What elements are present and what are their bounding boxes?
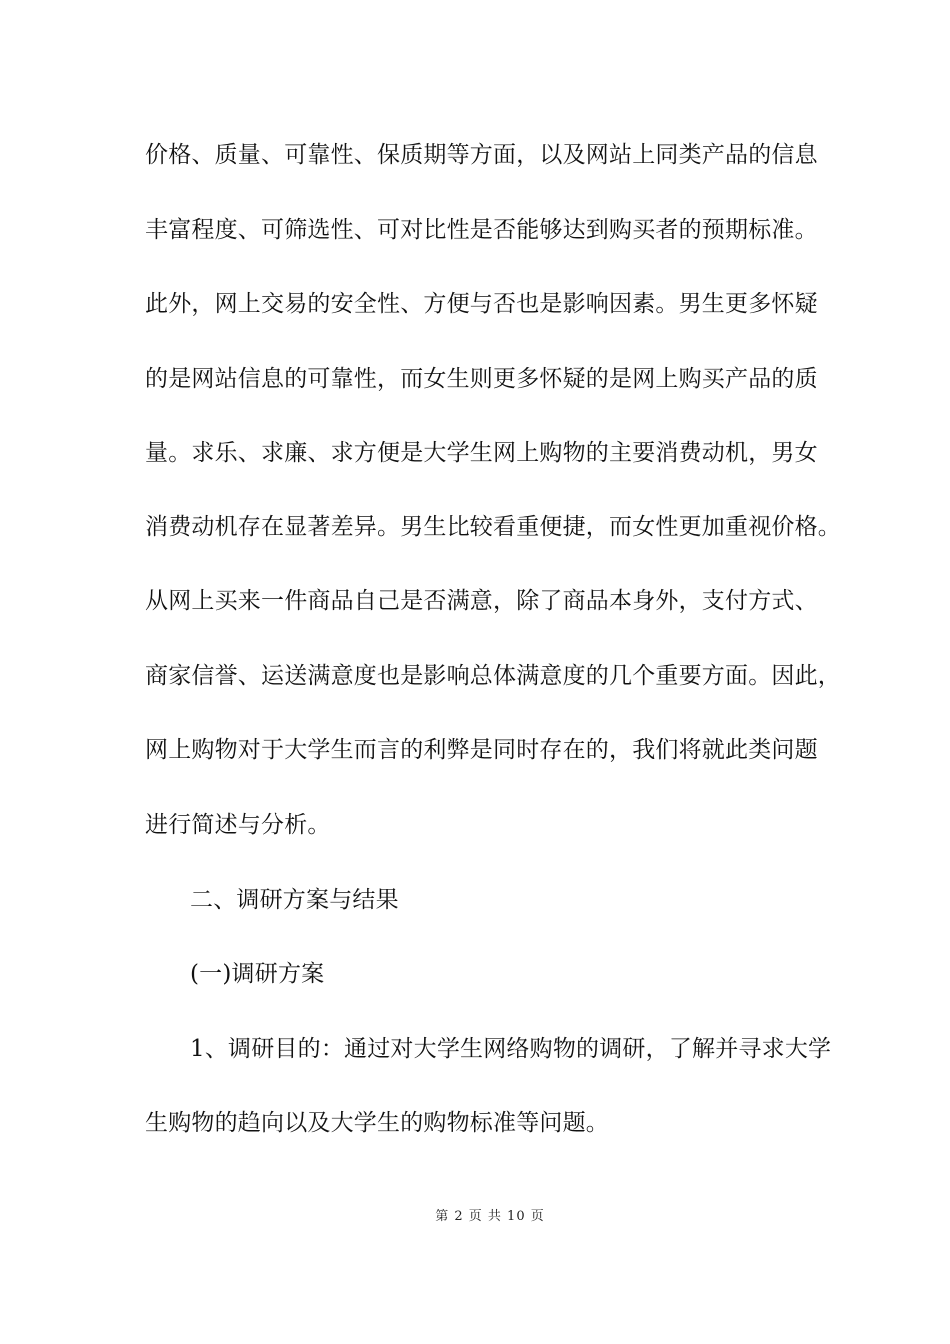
paragraph-line-4: 的是网站信息的可靠性，而女生则更多怀疑的是网上购买产品的质 <box>145 366 818 392</box>
paragraph-line-2: 丰富程度、可筛选性、可对比性是否能够达到购买者的预期标准。 <box>145 217 818 243</box>
item-1-line-1: 1、调研目的：通过对大学生网络购物的调研，了解并寻求大学 <box>190 1036 832 1062</box>
paragraph-line-6: 消费动机存在显著差异。男生比较看重便捷，而女性更加重视价格。 <box>145 514 841 540</box>
paragraph-line-5: 量。求乐、求廉、求方便是大学生网上购物的主要消费动机，男女 <box>145 440 818 466</box>
paragraph-line-10: 进行简述与分析。 <box>145 812 331 838</box>
paragraph-line-8: 商家信誉、运送满意度也是影响总体满意度的几个重要方面。因此， <box>145 663 841 689</box>
paragraph-line-9: 网上购物对于大学生而言的利弊是同时存在的，我们将就此类问题 <box>145 737 818 763</box>
section-heading: 二、调研方案与结果 <box>190 887 399 913</box>
item-1-line-2: 生购物的趋向以及大学生的购物标准等问题。 <box>145 1110 609 1136</box>
paragraph-line-1: 价格、质量、可靠性、保质期等方面，以及网站上同类产品的信息 <box>145 142 818 168</box>
subsection-heading: (一)调研方案 <box>190 961 325 987</box>
paragraph-line-7: 从网上买来一件商品自己是否满意，除了商品本身外，支付方式、 <box>145 588 818 614</box>
paragraph-line-3: 此外，网上交易的安全性、方便与否也是影响因素。男生更多怀疑 <box>145 291 818 317</box>
page-number-footer: 第 2 页 共 10 页 <box>435 1209 545 1224</box>
